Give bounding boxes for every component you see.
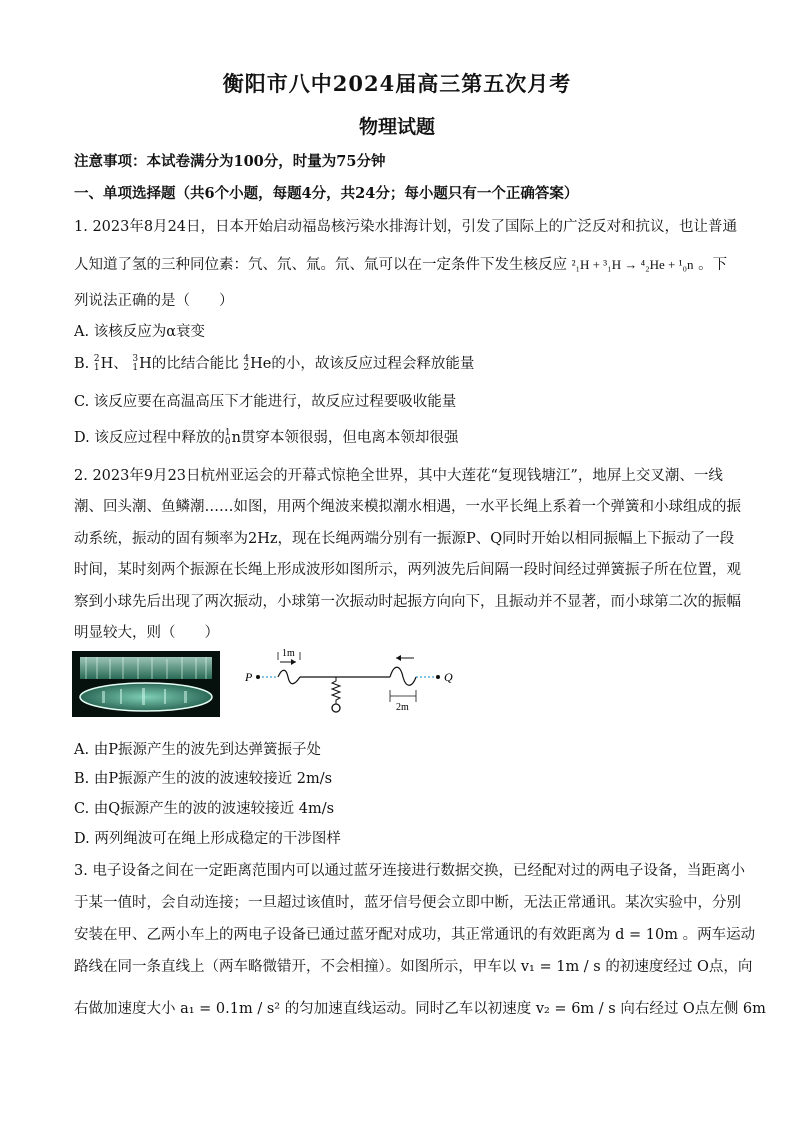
q3-line4: 路线在同一条直线上（两车略微错开，不会相撞）。如图所示，甲车以 v₁ = 1m / s 的初速度经过 O点，向: [74, 959, 753, 975]
isotope-index: 1 0: [224, 428, 231, 447]
arrow-left-head: [396, 655, 401, 661]
wave-p: [278, 670, 300, 684]
isotope-symbol: H: [100, 356, 114, 372]
q2-option-a: A. 由P振源产生的波先到达弹簧振子处: [74, 742, 321, 758]
ball: [332, 704, 340, 712]
label-p: P: [245, 670, 253, 684]
spring: [332, 677, 340, 704]
q3-line2: 于某一值时，会自动连接；一旦超过该值时，蓝牙信号便会立即中断，无法正常通讯。某次实验中，分别: [74, 895, 741, 911]
q2-line2: 潮、回头潮、鱼鳞潮……如图，用两个绳波来模拟潮水相遇，一水平长绳上系着一个弹簧和小球组成的振: [74, 499, 741, 515]
stage-photo: [72, 651, 220, 717]
q1-line1: 1. 2023年8月24日，日本开始启动福岛核污染水排海计划，引发了国际上的广泛反对和抗议，也让普通: [74, 219, 738, 235]
q2-option-b: B. 由P振源产生的波的波速较接近 2m/s: [74, 771, 333, 787]
stage-photo-image: [72, 651, 220, 717]
isotope-symbol: H: [139, 356, 152, 372]
isotope-symbol: He: [250, 356, 272, 372]
q1-option-d: [74, 426, 458, 447]
q2-line5: 察到小球先后出现了两次振动，小球第一次振动时起振方向向下，且振动并不显著，而小球第二次的振幅: [74, 594, 741, 610]
q2-line3: 动系统，振动的固有频率为2Hz，现在长绳两端分别有一振源P、Q同时开始以相同振幅上下振动了一段: [74, 531, 735, 547]
isotope-index: 3 1: [132, 354, 139, 373]
nuclear-reaction-equation: ²₁H + ³₁H → ⁴₂He + ¹₀n: [571, 257, 694, 272]
length-label-1m: 1m: [282, 648, 295, 659]
rope-wave-diagram: [238, 648, 468, 722]
q3-line5: 右做加速度大小 a₁ = 0.1m / s² 的匀加速直线运动。同时乙车以初速度 v₂ = 6m / s 向右经过 O点左侧 6m: [74, 1001, 766, 1017]
isotope-symbol: n: [231, 430, 241, 446]
source-q-dot: [436, 675, 440, 679]
option-d-end: 贯穿本领很弱，但电离本领却很强: [240, 430, 459, 446]
q1-option-b: [74, 352, 474, 373]
option-d-text: D. 该反应过程中释放的: [74, 430, 225, 446]
page-title: 衡阳市八中2024届高三第五次月考: [222, 71, 572, 96]
option-b-text: 的比结合能比: [151, 356, 239, 372]
notice-text: 注意事项：本试卷满分为100分，时量为75分钟: [74, 153, 386, 170]
source-p-dot: [256, 675, 260, 679]
q1-line2-text: 人知道了氢的三种同位素：氕、氘、氚。氘、氚可以在一定条件下发生核反应: [74, 257, 567, 273]
q1-line2: [74, 253, 727, 274]
section-heading: 一、单项选择题（共6个小题，每题4分，共24分；每小题只有一个正确答案）: [74, 185, 579, 202]
wave-q: [390, 667, 416, 685]
q1-option-a: A. 该核反应为α衰变: [74, 324, 205, 340]
arrow-right-head: [291, 659, 296, 665]
rope-wave-svg: [238, 648, 468, 722]
length-label-2m: 2m: [396, 702, 409, 713]
q2-line4: 时间，某时刻两个振源在长绳上形成波形如图所示，两列波先后间隔一段时间经过弹簧振子所在位置，观: [74, 562, 741, 578]
isotope-index: 2 1: [93, 354, 100, 373]
option-b-label: B.: [74, 356, 90, 372]
q2-option-c: C. 由Q振源产生的波的波速较接近 4m/s: [74, 801, 335, 817]
q3-line3: 安装在甲、乙两小车上的两电子设备已通过蓝牙配对成功，其正常通讯的有效距离为 d = 10m 。两车运动: [74, 927, 756, 943]
q2-line1: 2. 2023年9月23日杭州亚运会的开幕式惊艳全世界，其中大莲花“复现钱塘江”，地屏上交叉潮、一线: [74, 468, 723, 484]
page-subtitle: 物理试题: [358, 116, 435, 138]
q1-option-c: C. 该反应要在高温高压下才能进行，故反应过程要吸收能量: [74, 394, 457, 410]
q3-line1: 3. 电子设备之间在一定距离范围内可以通过蓝牙连接进行数据交换，已经配对过的两电子设备，当距离小: [74, 863, 745, 879]
q2-line6: 明显较大，则（ ）: [74, 625, 219, 641]
separator: 、: [113, 356, 128, 372]
option-b-end: 的小，故该反应过程会释放能量: [271, 356, 475, 372]
q1-line2-end: 。下: [698, 257, 728, 273]
q1-line3: 列说法正确的是（ ）: [74, 293, 234, 309]
isotope-index: 4 2: [243, 354, 250, 373]
label-q: Q: [444, 670, 453, 684]
q2-option-d: D. 两列绳波可在绳上形成稳定的干涉图样: [74, 831, 341, 847]
